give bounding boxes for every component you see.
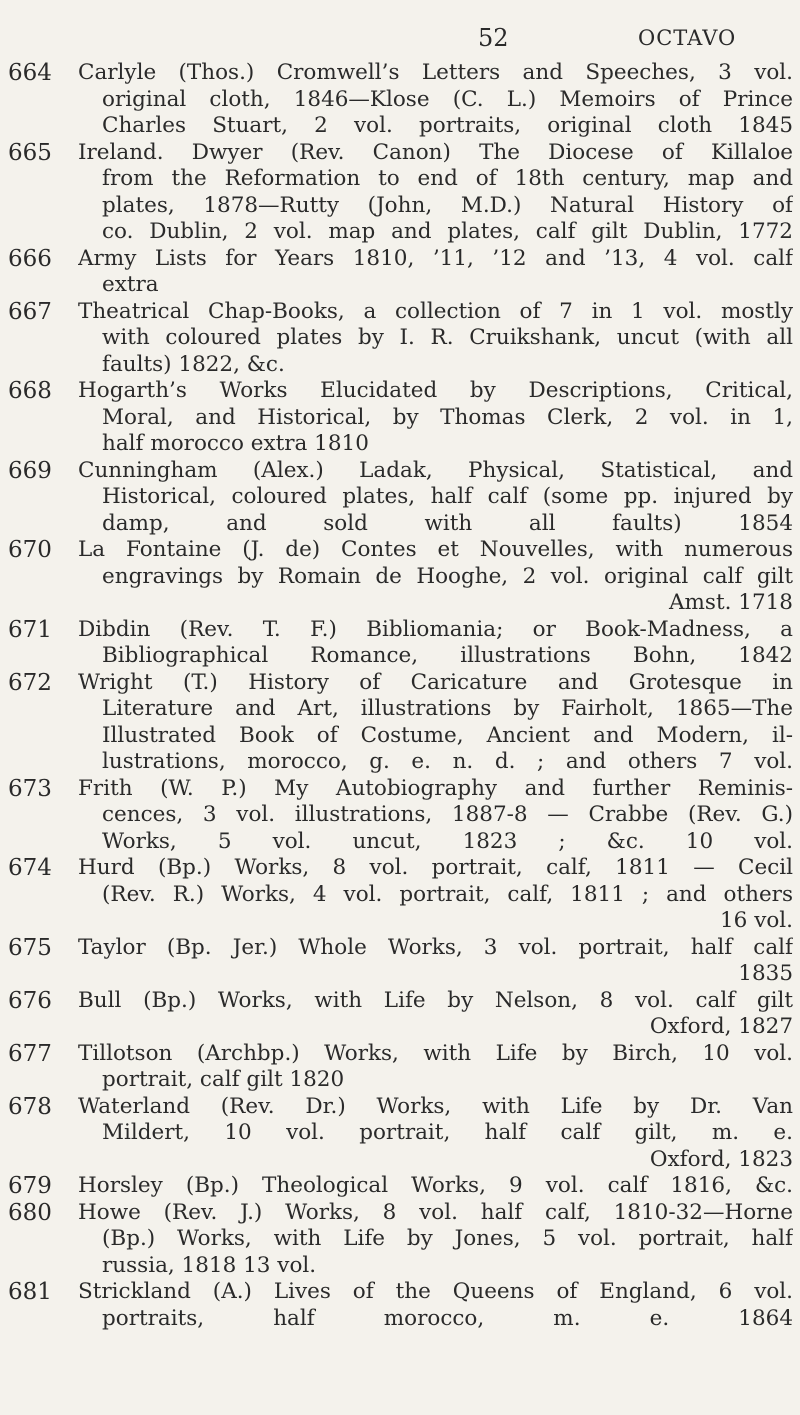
lot-entry	[8, 670, 793, 776]
entry-line: Oxford, 1827	[649, 1014, 793, 1039]
entry-line: Works, 5 vol. uncut, 1823 ; &c. 10 vol.	[102, 828, 793, 854]
entry-line: Theatrical Chap-Books, a collection of 7 in 1 vol. mostly	[78, 298, 793, 324]
lot-number: 672	[8, 669, 52, 696]
entry-line: (Rev. R.) Works, 4 vol. portrait, calf, 1811 ; and others	[102, 881, 793, 907]
lot-entry	[8, 140, 793, 246]
entry-line: Howe (Rev. J.) Works, 8 vol. half calf, 1810-32—Horne	[78, 1199, 793, 1225]
lot-number: 677	[8, 1040, 52, 1067]
entry-line: Bull (Bp.) Works, with Life by Nelson, 8 vol. calf gilt	[78, 987, 793, 1013]
lot-entry	[8, 1200, 793, 1280]
entry-line: co. Dublin, 2 vol. map and plates, calf gilt Dublin, 1772	[102, 219, 793, 244]
entry-line: cences, 3 vol. illustrations, 1887-8 — Crabbe (Rev. G.)	[102, 802, 793, 827]
lot-entry	[8, 1094, 793, 1174]
lot-entry	[8, 60, 793, 140]
entry-line: damp, and sold with all faults) 1854	[102, 510, 793, 536]
lot-number: 680	[8, 1199, 52, 1226]
entry-line: Ireland. Dwyer (Rev. Canon) The Diocese of Killaloe	[78, 139, 793, 165]
lot-number: 678	[8, 1093, 52, 1120]
entry-line: Hogarth’s Works Elucidated by Descriptions, Critical,	[78, 378, 793, 403]
catalogue-entries	[8, 60, 793, 1332]
lot-entry	[8, 776, 793, 856]
entry-line: Wright (T.) History of Caricature and Grotesque in	[78, 669, 793, 695]
lot-number: 666	[8, 245, 52, 272]
entry-line: Carlyle (Thos.) Cromwell’s Letters and Speeches, 3 vol.	[78, 60, 793, 85]
lot-entry	[8, 1279, 793, 1332]
entry-line: Amst. 1718	[669, 590, 793, 615]
entry-line: engravings by Romain de Hooghe, 2 vol. original calf gilt	[102, 563, 793, 589]
entry-line: plates, 1878—Rutty (John, M.D.) Natural History of	[102, 192, 793, 218]
entry-line: Charles Stuart, 2 vol. portraits, original cloth 1845	[102, 113, 793, 138]
lot-entry	[8, 1173, 793, 1200]
lot-entry	[8, 855, 793, 935]
entry-line: with coloured plates by I. R. Cruikshank, uncut (with all	[102, 325, 793, 350]
lot-entry	[8, 299, 793, 379]
lot-number: 681	[8, 1279, 52, 1305]
page-header	[0, 24, 800, 54]
lot-entry	[8, 935, 793, 988]
lot-entry	[8, 537, 793, 617]
lot-number: 669	[8, 457, 52, 484]
entry-line: (Bp.) Works, with Life by Jones, 5 vol. portrait, half	[102, 1226, 793, 1251]
lot-number: 665	[8, 139, 52, 166]
entry-line: faults) 1822, &c.	[102, 351, 285, 377]
entry-line: Army Lists for Years 1810, ’11, ’12 and ’13, 4 vol. calf	[78, 245, 793, 271]
entry-line: Moral, and Historical, by Thomas Clerk, 2 vol. in 1,	[102, 404, 793, 430]
lot-number: 668	[8, 378, 52, 404]
lot-number: 676	[8, 987, 52, 1014]
entry-line: Frith (W. P.) My Autobiography and further Reminis-	[78, 775, 793, 801]
lot-number: 667	[8, 298, 52, 325]
entry-line: Strickland (A.) Lives of the Queens of England, 6 vol.	[78, 1279, 793, 1304]
lot-number: 670	[8, 537, 52, 563]
lot-number: 674	[8, 855, 52, 881]
lot-number: 675	[8, 934, 52, 961]
entry-line: La Fontaine (J. de) Contes et Nouvelles, with numerous	[78, 537, 793, 562]
entry-line: Mildert, 10 vol. portrait, half calf gilt, m. e.	[102, 1120, 793, 1145]
entry-line: Historical, coloured plates, half calf (some pp. injured by	[102, 484, 793, 509]
page-number: 52	[478, 24, 509, 52]
entry-line: Oxford, 1823	[649, 1146, 793, 1172]
entry-line: Literature and Art, illustrations by Fairholt, 1865—The	[102, 696, 793, 721]
entry-line: lustrations, morocco, g. e. n. d. ; and others 7 vol.	[102, 749, 793, 774]
entry-line: Tillotson (Archbp.) Works, with Life by Birch, 10 vol.	[78, 1040, 793, 1066]
lot-number: 664	[8, 60, 52, 86]
entry-line: half morocco extra 1810	[102, 431, 369, 456]
entry-line: Dibdin (Rev. T. F.) Bibliomania; or Book-Madness, a	[78, 616, 793, 642]
entry-line: from the Reformation to end of 18th century, map and	[102, 166, 793, 191]
lot-entry	[8, 617, 793, 670]
entry-line: extra	[102, 272, 159, 297]
lot-number: 673	[8, 775, 52, 802]
entry-line: Hurd (Bp.) Works, 8 vol. portrait, calf, 1811 — Cecil	[78, 855, 793, 880]
entry-line: original cloth, 1846—Klose (C. L.) Memoirs of Prince	[102, 86, 793, 112]
entry-line: 16 vol.	[720, 908, 793, 933]
entry-line: Bibliographical Romance, illustrations Bohn, 1842	[102, 643, 793, 668]
lot-entry	[8, 246, 793, 299]
entry-line: portraits, half morocco, m. e. 1864	[102, 1305, 793, 1331]
lot-number: 671	[8, 616, 52, 643]
lot-entry	[8, 988, 793, 1041]
lot-entry	[8, 1041, 793, 1094]
entry-line: Illustrated Book of Costume, Ancient and Modern, il-	[102, 722, 793, 748]
section-title: OCTAVO	[638, 26, 737, 50]
entry-line: Horsley (Bp.) Theological Works, 9 vol. calf 1816, &c.	[78, 1173, 793, 1198]
lot-entry	[8, 378, 793, 458]
entry-line: Taylor (Bp. Jer.) Whole Works, 3 vol. portrait, half calf	[78, 934, 793, 960]
entry-line: Cunningham (Alex.) Ladak, Physical, Statistical, and	[78, 457, 793, 483]
entry-line: 1835	[738, 961, 793, 986]
entry-line: russia, 1818 13 vol.	[102, 1252, 317, 1278]
entry-line: Waterland (Rev. Dr.) Works, with Life by Dr. Van	[78, 1093, 793, 1119]
entry-line: portrait, calf gilt 1820	[102, 1067, 345, 1092]
lot-number: 679	[8, 1173, 52, 1199]
lot-entry	[8, 458, 793, 538]
